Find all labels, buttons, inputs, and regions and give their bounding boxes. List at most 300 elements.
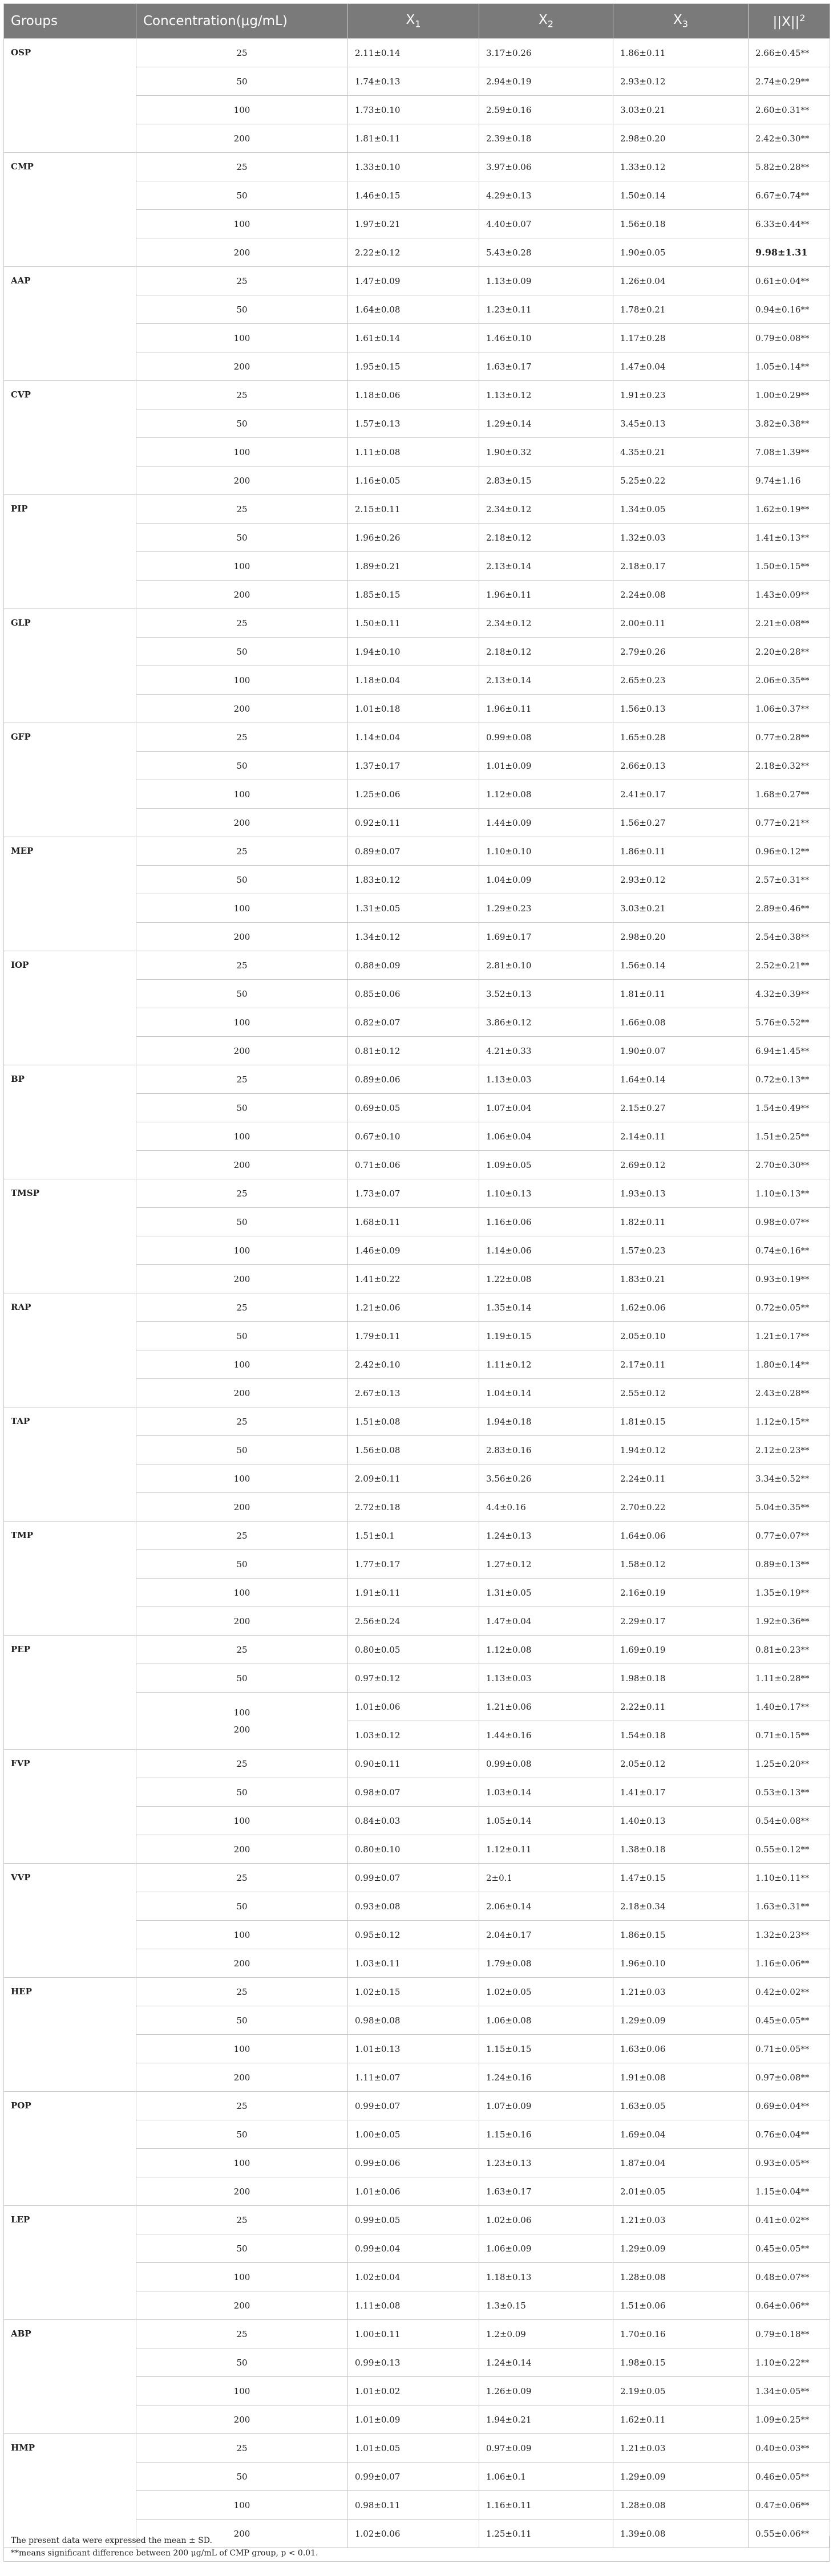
x2-cell: 1.79±0.08	[479, 1949, 613, 1978]
concentration-value: 100	[233, 1707, 250, 1718]
data-table-container	[3, 3, 830, 2548]
x3-cell: 1.21±0.03	[613, 2434, 749, 2463]
x2-cell: 2.34±0.12	[479, 609, 613, 638]
x1-cell: 1.46±0.15	[348, 181, 479, 210]
x3-cell: 1.56±0.14	[613, 951, 749, 980]
x1-cell: 1.51±0.1	[348, 1522, 479, 1550]
header-x1-base: X	[406, 13, 415, 28]
x2-cell: 1.10±0.13	[479, 1179, 613, 1208]
x2-cell: 3.56±0.26	[479, 1465, 613, 1493]
x1-cell: 1.11±0.08	[348, 438, 479, 466]
norm-cell: 2.66±0.45**	[749, 39, 830, 67]
group-cell: GFP	[4, 723, 136, 837]
table-row	[4, 1864, 830, 1892]
x1-cell: 0.85±0.06	[348, 980, 479, 1008]
x3-cell: 2.29±0.17	[613, 1607, 749, 1636]
x3-cell: 1.56±0.27	[613, 809, 749, 837]
norm-cell: 2.54±0.38**	[749, 923, 830, 951]
norm-cell: 1.10±0.22**	[749, 2348, 830, 2377]
x3-cell: 1.38±0.18	[613, 1835, 749, 1864]
x1-cell: 1.68±0.11	[348, 1208, 479, 1236]
concentration-cell: 25	[136, 1065, 348, 1094]
x2-cell: 0.99±0.08	[479, 1750, 613, 1778]
x2-cell: 4.4±0.16	[479, 1493, 613, 1522]
x1-cell: 1.14±0.04	[348, 723, 479, 752]
concentration-cell: 50	[136, 1664, 348, 1693]
x1-cell: 0.82±0.07	[348, 1008, 479, 1037]
x2-cell: 1.15±0.15	[479, 2035, 613, 2063]
x2-cell: 1.27±0.12	[479, 1550, 613, 1579]
concentration-cell: 200	[136, 352, 348, 381]
x2-cell: 3.17±0.26	[479, 39, 613, 67]
x3-cell: 1.56±0.18	[613, 210, 749, 238]
header-norm-base: ||X||	[773, 14, 800, 30]
x3-cell: 1.94±0.12	[613, 1436, 749, 1465]
concentration-cell: 200	[136, 2291, 348, 2320]
x2-cell: 1.16±0.06	[479, 1208, 613, 1236]
norm-cell: 0.41±0.02**	[749, 2206, 830, 2234]
x3-cell: 2.16±0.19	[613, 1579, 749, 1607]
norm-cell: 5.04±0.35**	[749, 1493, 830, 1522]
concentration-cell: 25	[136, 1978, 348, 2006]
norm-cell: 1.25±0.20**	[749, 1750, 830, 1778]
concentration-cell: 100	[136, 1008, 348, 1037]
x2-cell: 1.44±0.09	[479, 809, 613, 837]
concentration-cell: 200	[136, 1037, 348, 1065]
x3-cell: 2.18±0.34	[613, 1892, 749, 1921]
x2-cell: 2±0.1	[479, 1864, 613, 1892]
header-norm	[749, 4, 830, 39]
norm-cell: 3.82±0.38**	[749, 409, 830, 438]
x1-cell: 1.11±0.08	[348, 2291, 479, 2320]
x1-cell: 2.09±0.11	[348, 1465, 479, 1493]
x3-cell: 2.70±0.22	[613, 1493, 749, 1522]
norm-cell: 2.06±0.35**	[749, 666, 830, 695]
norm-cell: 1.34±0.05**	[749, 2377, 830, 2405]
table-row	[4, 837, 830, 866]
x1-cell: 2.72±0.18	[348, 1493, 479, 1522]
concentration-cell: 25	[136, 2434, 348, 2463]
x1-cell: 1.31±0.05	[348, 894, 479, 923]
x2-cell: 3.52±0.13	[479, 980, 613, 1008]
concentration-cell: 200	[136, 466, 348, 495]
norm-cell: 0.55±0.12**	[749, 1835, 830, 1864]
table-row	[4, 2320, 830, 2348]
concentration-cell: 25	[136, 837, 348, 866]
x3-cell: 1.29±0.09	[613, 2463, 749, 2491]
x3-cell: 1.87±0.04	[613, 2149, 749, 2177]
x3-cell: 2.93±0.12	[613, 866, 749, 894]
table-row	[4, 495, 830, 524]
concentration-cell: 25	[136, 1179, 348, 1208]
x3-cell: 1.98±0.15	[613, 2348, 749, 2377]
x1-cell: 1.01±0.18	[348, 695, 479, 723]
x3-cell: 2.55±0.12	[613, 1379, 749, 1407]
concentration-cell: 50	[136, 866, 348, 894]
concentration-cell: 25	[136, 2206, 348, 2234]
norm-cell: 1.80±0.14**	[749, 1350, 830, 1379]
x3-cell: 1.29±0.09	[613, 2234, 749, 2263]
norm-cell: 1.21±0.17**	[749, 1322, 830, 1350]
concentration-cell: 200	[136, 1265, 348, 1293]
x1-cell: 0.88±0.09	[348, 951, 479, 980]
x2-cell: 1.03±0.14	[479, 1778, 613, 1807]
x1-cell: 1.47±0.09	[348, 267, 479, 295]
x1-cell: 1.01±0.02	[348, 2377, 479, 2405]
x1-cell: 1.21±0.06	[348, 1293, 479, 1322]
norm-cell: 2.74±0.29**	[749, 67, 830, 96]
x1-cell: 1.41±0.22	[348, 1265, 479, 1293]
norm-cell: 1.43±0.09**	[749, 581, 830, 609]
x1-cell: 0.71±0.06	[348, 1151, 479, 1179]
x1-cell: 1.25±0.06	[348, 780, 479, 809]
norm-cell: 0.94±0.16**	[749, 295, 830, 324]
concentration-cell: 25	[136, 1636, 348, 1664]
norm-cell: 1.15±0.04**	[749, 2177, 830, 2206]
x2-cell: 1.29±0.23	[479, 894, 613, 923]
concentration-cell: 25	[136, 2092, 348, 2120]
concentration-cell: 200	[136, 1151, 348, 1179]
x1-cell: 0.99±0.07	[348, 1864, 479, 1892]
x1-cell: 1.81±0.11	[348, 124, 479, 153]
x2-cell: 2.06±0.14	[479, 1892, 613, 1921]
norm-cell: 1.35±0.19**	[749, 1579, 830, 1607]
x1-cell: 1.91±0.11	[348, 1579, 479, 1607]
concentration-cell	[136, 1693, 348, 1750]
x2-cell: 1.13±0.09	[479, 267, 613, 295]
group-cell: LEP	[4, 2206, 136, 2320]
norm-cell: 0.54±0.08**	[749, 1807, 830, 1835]
x1-cell: 1.18±0.04	[348, 666, 479, 695]
x3-cell: 1.65±0.28	[613, 723, 749, 752]
norm-cell: 2.43±0.28**	[749, 1379, 830, 1407]
norm-cell: 1.68±0.27**	[749, 780, 830, 809]
concentration-cell: 50	[136, 2463, 348, 2491]
norm-cell: 0.93±0.19**	[749, 1265, 830, 1293]
x3-cell: 2.18±0.17	[613, 552, 749, 581]
x1-cell: 1.57±0.13	[348, 409, 479, 438]
norm-cell: 7.08±1.39**	[749, 438, 830, 466]
concentration-cell: 50	[136, 1892, 348, 1921]
x3-cell: 1.34±0.05	[613, 495, 749, 524]
x2-cell: 1.26±0.09	[479, 2377, 613, 2405]
concentration-cell: 25	[136, 1864, 348, 1892]
table-row	[4, 1522, 830, 1550]
x3-cell: 1.47±0.15	[613, 1864, 749, 1892]
norm-cell: 5.76±0.52**	[749, 1008, 830, 1037]
norm-cell: 0.45±0.05**	[749, 2006, 830, 2035]
x2-cell: 1.10±0.10	[479, 837, 613, 866]
concentration-cell: 50	[136, 2120, 348, 2149]
header-x2	[479, 4, 613, 39]
norm-cell: 0.72±0.13**	[749, 1065, 830, 1094]
norm-cell: 1.10±0.13**	[749, 1179, 830, 1208]
x2-cell: 2.18±0.12	[479, 524, 613, 552]
norm-cell: 0.46±0.05**	[749, 2463, 830, 2491]
norm-cell: 0.71±0.15**	[749, 1721, 830, 1750]
x2-cell: 1.06±0.04	[479, 1122, 613, 1151]
x1-cell: 1.77±0.17	[348, 1550, 479, 1579]
x2-cell: 2.59±0.16	[479, 96, 613, 124]
norm-cell: 0.55±0.06**	[749, 2520, 830, 2548]
x1-cell: 0.90±0.11	[348, 1750, 479, 1778]
x2-cell: 2.83±0.16	[479, 1436, 613, 1465]
x2-cell: 1.63±0.17	[479, 2177, 613, 2206]
x3-cell: 2.79±0.26	[613, 638, 749, 666]
x1-cell: 1.73±0.10	[348, 96, 479, 124]
norm-cell: 2.20±0.28**	[749, 638, 830, 666]
concentration-cell: 25	[136, 1293, 348, 1322]
x3-cell: 1.90±0.05	[613, 238, 749, 267]
x1-cell: 1.61±0.14	[348, 324, 479, 352]
concentration-cell: 50	[136, 638, 348, 666]
norm-cell: 1.40±0.17**	[749, 1693, 830, 1721]
x2-cell: 1.69±0.17	[479, 923, 613, 951]
group-cell: PEP	[4, 1636, 136, 1750]
x1-cell: 2.56±0.24	[348, 1607, 479, 1636]
concentration-cell: 200	[136, 2520, 348, 2548]
header-x1	[348, 4, 479, 39]
table-row	[4, 951, 830, 980]
concentration-cell: 100	[136, 780, 348, 809]
table-row	[4, 2206, 830, 2234]
x3-cell: 3.03±0.21	[613, 96, 749, 124]
x3-cell: 1.40±0.13	[613, 1807, 749, 1835]
group-cell: CVP	[4, 381, 136, 495]
x3-cell: 1.32±0.03	[613, 524, 749, 552]
x1-cell: 0.97±0.12	[348, 1664, 479, 1693]
table-row	[4, 2092, 830, 2120]
concentration-cell: 50	[136, 1550, 348, 1579]
x2-cell: 1.02±0.06	[479, 2206, 613, 2234]
x2-cell: 1.44±0.16	[479, 1721, 613, 1750]
concentration-cell: 50	[136, 295, 348, 324]
concentration-cell: 200	[136, 2063, 348, 2092]
norm-cell: 2.60±0.31**	[749, 96, 830, 124]
x2-cell: 2.39±0.18	[479, 124, 613, 153]
x3-cell: 1.64±0.06	[613, 1522, 749, 1550]
norm-cell: 2.89±0.46**	[749, 894, 830, 923]
x3-cell: 2.69±0.12	[613, 1151, 749, 1179]
norm-cell: 2.52±0.21**	[749, 951, 830, 980]
norm-cell: 0.45±0.05**	[749, 2234, 830, 2263]
concentration-cell: 100	[136, 552, 348, 581]
x2-cell: 1.07±0.04	[479, 1094, 613, 1122]
x1-cell: 0.98±0.11	[348, 2491, 479, 2520]
x2-cell: 4.40±0.07	[479, 210, 613, 238]
x3-cell: 1.63±0.06	[613, 2035, 749, 2063]
concentration-cell: 25	[136, 951, 348, 980]
norm-cell: 0.64±0.06**	[749, 2291, 830, 2320]
table-row	[4, 1293, 830, 1322]
x3-cell: 1.28±0.08	[613, 2263, 749, 2291]
norm-cell: 1.32±0.23**	[749, 1921, 830, 1949]
x1-cell: 1.00±0.11	[348, 2320, 479, 2348]
table-row	[4, 2434, 830, 2463]
x2-cell: 1.04±0.14	[479, 1379, 613, 1407]
x3-cell: 1.17±0.28	[613, 324, 749, 352]
norm-cell: 0.71±0.05**	[749, 2035, 830, 2063]
x2-cell: 1.96±0.11	[479, 581, 613, 609]
concentration-cell: 50	[136, 980, 348, 1008]
x1-cell: 1.96±0.26	[348, 524, 479, 552]
norm-cell: 0.89±0.13**	[749, 1550, 830, 1579]
concentration-cell: 200	[136, 581, 348, 609]
table-row	[4, 1978, 830, 2006]
footnote-mean-sd: The present data were expressed the mean ± SD.	[3, 2536, 830, 2549]
x1-cell: 0.80±0.10	[348, 1835, 479, 1864]
norm-cell: 9.98±1.31	[749, 238, 830, 267]
x3-cell: 1.81±0.15	[613, 1407, 749, 1436]
table-row	[4, 1407, 830, 1436]
x3-cell: 1.28±0.08	[613, 2491, 749, 2520]
x1-cell: 1.00±0.05	[348, 2120, 479, 2149]
x3-cell: 1.57±0.23	[613, 1236, 749, 1265]
x3-cell: 2.98±0.20	[613, 124, 749, 153]
x3-cell: 3.03±0.21	[613, 894, 749, 923]
concentration-cell: 100	[136, 1807, 348, 1835]
norm-cell: 2.70±0.30**	[749, 1151, 830, 1179]
concentration-cell: 100	[136, 438, 348, 466]
x1-cell: 1.73±0.07	[348, 1179, 479, 1208]
x3-cell: 1.29±0.09	[613, 2006, 749, 2035]
concentration-cell: 200	[136, 923, 348, 951]
x1-cell: 2.15±0.11	[348, 495, 479, 524]
x1-cell: 1.01±0.09	[348, 2405, 479, 2434]
x2-cell: 1.11±0.12	[479, 1350, 613, 1379]
norm-cell: 3.34±0.52**	[749, 1465, 830, 1493]
concentration-cell: 25	[136, 1407, 348, 1436]
x3-cell: 1.21±0.03	[613, 2206, 749, 2234]
concentration-cell: 200	[136, 695, 348, 723]
x1-cell: 0.99±0.05	[348, 2206, 479, 2234]
x2-cell: 1.23±0.11	[479, 295, 613, 324]
x3-cell: 2.17±0.11	[613, 1350, 749, 1379]
x2-cell: 1.63±0.17	[479, 352, 613, 381]
x3-cell: 1.21±0.03	[613, 1978, 749, 2006]
x2-cell: 1.13±0.12	[479, 381, 613, 409]
x1-cell: 2.42±0.10	[348, 1350, 479, 1379]
x2-cell: 1.46±0.10	[479, 324, 613, 352]
x3-cell: 1.69±0.04	[613, 2120, 749, 2149]
x1-cell: 0.84±0.03	[348, 1807, 479, 1835]
header-groups: Groups	[4, 4, 136, 39]
x2-cell: 1.15±0.16	[479, 2120, 613, 2149]
x2-cell: 2.83±0.15	[479, 466, 613, 495]
norm-cell: 1.06±0.37**	[749, 695, 830, 723]
concentration-cell: 100	[136, 324, 348, 352]
x1-cell: 0.95±0.12	[348, 1921, 479, 1949]
x1-cell: 1.33±0.10	[348, 153, 479, 181]
x2-cell: 1.47±0.04	[479, 1607, 613, 1636]
x3-cell: 1.81±0.11	[613, 980, 749, 1008]
norm-cell: 0.77±0.28**	[749, 723, 830, 752]
x1-cell: 1.56±0.08	[348, 1436, 479, 1465]
table-row	[4, 1636, 830, 1664]
concentration-cell: 200	[136, 124, 348, 153]
norm-cell: 1.51±0.25**	[749, 1122, 830, 1151]
norm-cell: 6.94±1.45**	[749, 1037, 830, 1065]
x1-cell: 1.51±0.08	[348, 1407, 479, 1436]
x3-cell: 1.62±0.06	[613, 1293, 749, 1322]
group-cell: PIP	[4, 495, 136, 609]
x2-cell: 1.24±0.14	[479, 2348, 613, 2377]
norm-cell: 0.47±0.06**	[749, 2491, 830, 2520]
x2-cell: 3.86±0.12	[479, 1008, 613, 1037]
norm-cell: 1.62±0.19**	[749, 495, 830, 524]
x2-cell: 4.29±0.13	[479, 181, 613, 210]
x3-cell: 2.19±0.05	[613, 2377, 749, 2405]
x3-cell: 1.66±0.08	[613, 1008, 749, 1037]
group-cell: HEP	[4, 1978, 136, 2092]
x1-cell: 0.89±0.06	[348, 1065, 479, 1094]
concentration-cell: 200	[136, 1949, 348, 1978]
x3-cell: 1.26±0.04	[613, 267, 749, 295]
x1-cell: 1.94±0.10	[348, 638, 479, 666]
x1-cell: 1.79±0.11	[348, 1322, 479, 1350]
concentration-cell: 50	[136, 2006, 348, 2035]
x3-cell: 2.66±0.13	[613, 752, 749, 780]
x3-cell: 1.70±0.16	[613, 2320, 749, 2348]
concentration-cell: 50	[136, 752, 348, 780]
concentration-cell: 25	[136, 495, 348, 524]
x1-cell: 0.99±0.07	[348, 2463, 479, 2491]
x2-cell: 5.43±0.28	[479, 238, 613, 267]
concentration-cell: 50	[136, 1208, 348, 1236]
x2-cell: 1.35±0.14	[479, 1293, 613, 1322]
group-cell: AAP	[4, 267, 136, 381]
x2-cell: 1.01±0.09	[479, 752, 613, 780]
x1-cell: 1.02±0.15	[348, 1978, 479, 2006]
x3-cell: 1.86±0.15	[613, 1921, 749, 1949]
x3-cell: 2.05±0.12	[613, 1750, 749, 1778]
table-header	[4, 4, 830, 39]
concentration-cell: 50	[136, 181, 348, 210]
x3-cell: 2.65±0.23	[613, 666, 749, 695]
concentration-cell: 50	[136, 2348, 348, 2377]
header-norm-sup: 2	[799, 13, 806, 24]
x2-cell: 1.12±0.11	[479, 1835, 613, 1864]
x3-cell: 5.25±0.22	[613, 466, 749, 495]
norm-cell: 0.97±0.08**	[749, 2063, 830, 2092]
concentration-cell: 100	[136, 1122, 348, 1151]
x2-cell: 1.12±0.08	[479, 1636, 613, 1664]
x2-cell: 1.06±0.08	[479, 2006, 613, 2035]
x2-cell: 1.24±0.13	[479, 1522, 613, 1550]
x3-cell: 2.14±0.11	[613, 1122, 749, 1151]
x2-cell: 1.24±0.16	[479, 2063, 613, 2092]
norm-cell: 0.93±0.05**	[749, 2149, 830, 2177]
concentration-cell: 200	[136, 1607, 348, 1636]
x3-cell: 2.01±0.05	[613, 2177, 749, 2206]
x3-cell: 1.86±0.11	[613, 39, 749, 67]
x3-cell: 2.24±0.08	[613, 581, 749, 609]
x2-cell: 2.04±0.17	[479, 1921, 613, 1949]
x1-cell: 2.22±0.12	[348, 238, 479, 267]
header-row	[4, 4, 830, 39]
table-row	[4, 1065, 830, 1094]
group-cell: OSP	[4, 39, 136, 153]
table-row	[4, 267, 830, 295]
x3-cell: 1.56±0.13	[613, 695, 749, 723]
concentration-value: 200	[233, 1724, 250, 1735]
x2-cell: 1.06±0.09	[479, 2234, 613, 2263]
norm-cell: 1.05±0.14**	[749, 352, 830, 381]
x1-cell: 1.03±0.11	[348, 1949, 479, 1978]
x3-cell: 3.45±0.13	[613, 409, 749, 438]
x3-cell: 1.96±0.10	[613, 1949, 749, 1978]
x1-cell: 1.01±0.13	[348, 2035, 479, 2063]
